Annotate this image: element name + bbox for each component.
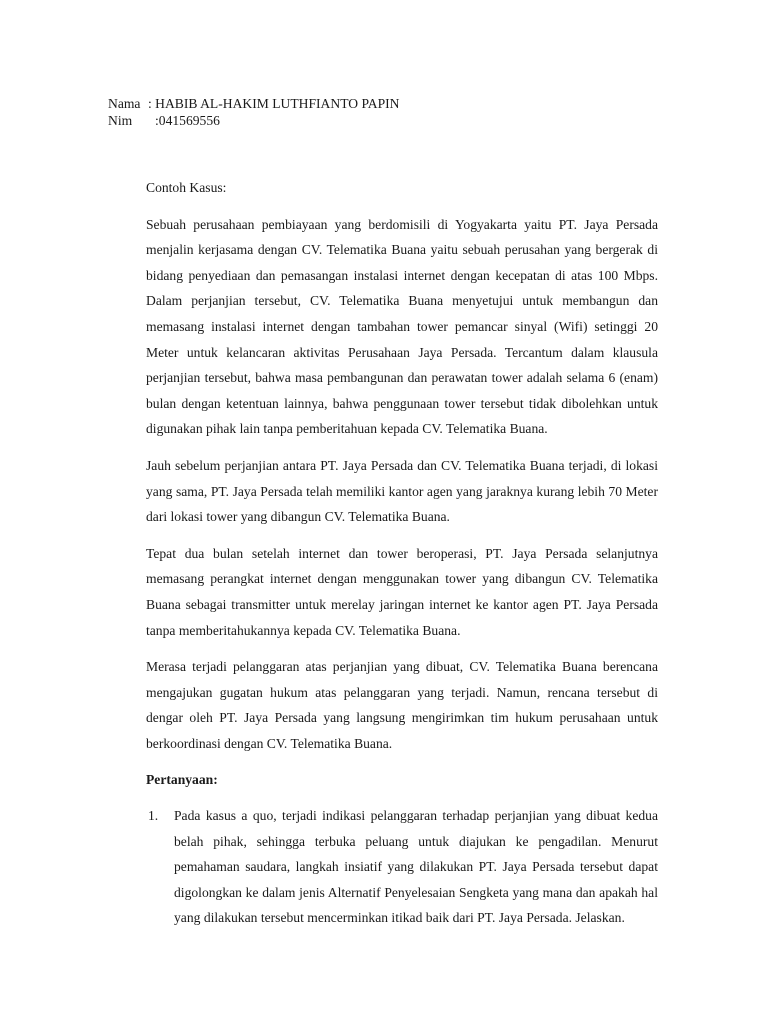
student-header bbox=[108, 95, 400, 129]
case-paragraph-2: Jauh sebelum perjanjian antara PT. Jaya Persada dan CV. Telematika Buana terjadi, di lokasi yang sama, PT. Jaya Persada telah memiliki kantor agen yang jaraknya kurang lebih 70 Meter dari lokasi tower yang dibangun CV. Telematika Buana. bbox=[146, 457, 658, 525]
name-row bbox=[108, 95, 400, 112]
case-paragraph-4: Merasa terjadi pelanggaran atas perjanjian yang dibuat, CV. Telematika Buana berencana mengajukan gugatan hukum atas pelanggaran yang terjadi. Namun, rencana tersebut di dengar oleh PT. Jaya Persada yang langsung mengirimkan tim hukum perusahaan untuk berkoordinasi dengan CV. Telematika Buana. bbox=[146, 659, 658, 751]
case-paragraph-1: Sebuah perusahaan pembiayaan yang berdomisili di Yogyakarta yaitu PT. Jaya Persada menjalin kerjasama dengan CV. Telematika Buana yaitu sebuah perusahan yang bergerak di bidang penyediaan dan pemasangan instalasi internet dengan kecepatan di atas 100 Mbps. Dalam perjanjian tersebut, CV. Telematika Buana menyetujui untuk membangun dan memasang instalasi internet dengan tambahan tower pemancar sinyal (Wifi) setinggi 20 Meter untuk kelancaran aktivitas Perusahaan Jaya Persada. Tercantum dalam klausula perjanjian tersebut, bahwa masa pembangunan dan perawatan tower adalah selama 6 (enam) bulan dengan ketentuan lainnya, bahwa penggunaan tower tersebut tidak dibolehkan untuk digunakan pihak lain tanpa pemberitahuan kepada CV. Telematika Buana. bbox=[146, 216, 658, 437]
questions-list bbox=[146, 803, 658, 931]
name-value: : HABIB AL-HAKIM LUTHFIANTO PAPIN bbox=[148, 96, 400, 111]
section-intro: Contoh Kasus: bbox=[146, 180, 227, 195]
case-paragraph-3: Tepat dua bulan setelah internet dan tower beroperasi, PT. Jaya Persada selanjutnya memasang perangkat internet dengan menggunakan tower yang dibangun CV. Telematika Buana sebagai transmitter untuk merelay jaringan internet ke kantor agen PT. Jaya Persada tanpa memberitahukannya kepada CV. Telematika Buana. bbox=[146, 545, 658, 638]
document-body bbox=[146, 175, 658, 931]
question-text: Pada kasus a quo, terjadi indikasi pelanggaran terhadap perjanjian yang dibuat kedua belah pihak, sehingga terbuka peluang untuk diajukan ke pengadilan. Menurut pemahaman saudara, langkah insiatif yang dilakukan PT. Jaya Persada tersebut dapat digolongkan ke dalam jenis Alternatif Penyelesaian Sengketa yang mana dan apakah hal yang dilakukan tersebut mencerminkan itikad baik dari PT. Jaya Persada. Jelaskan. bbox=[174, 808, 658, 926]
nim-row bbox=[108, 112, 400, 129]
question-item bbox=[146, 803, 658, 931]
nim-label: Nim bbox=[108, 113, 133, 128]
nim-value: :041569556 bbox=[155, 113, 220, 128]
questions-heading: Pertanyaan: bbox=[146, 772, 218, 788]
question-number: 1. bbox=[148, 808, 159, 824]
name-label: Nama bbox=[108, 96, 141, 111]
